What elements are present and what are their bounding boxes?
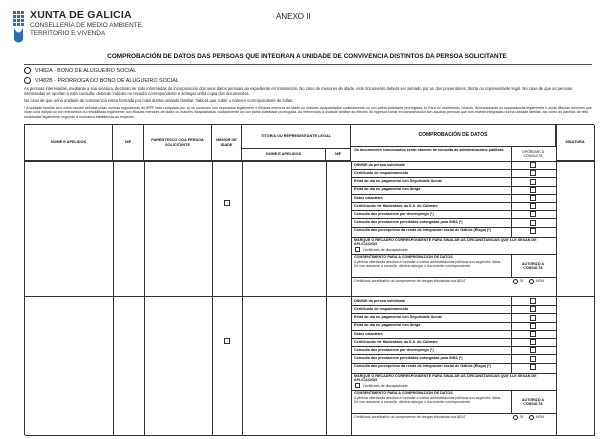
- discapacidade-label: Certificado de discapacidade: [363, 247, 408, 252]
- circumstances-header: MARQUE O RECADRO CORRESPONDENTE PARA SINALAR AS CIRCUNSTANCIAS QUE LLE SEXAN DE APLICACIÓN: [354, 374, 537, 383]
- aeat-non-label: NON: [536, 414, 544, 419]
- col-header-parentesco: PARENTESCO COA PERSOA SOLICITANTE: [144, 125, 212, 161]
- col-header-sinatura: SINATURA: [556, 125, 595, 161]
- doc-item-label: Consulta das prestacións percibidas outorgadas pola INSS (*): [354, 220, 463, 225]
- doc-item-label: Consulta das prestacións percibidas outorgadas pola INSS (*): [354, 356, 463, 361]
- row-rule: [351, 413, 556, 414]
- oponse-checkbox[interactable]: [530, 170, 536, 176]
- oponse-checkbox[interactable]: [530, 203, 536, 209]
- col-divider: [326, 161, 327, 436]
- col-header-comprobacion: COMPROBACIÓN DE DATOS: [351, 125, 556, 147]
- oponse-checkbox[interactable]: [530, 298, 536, 304]
- col-header-nif: NIF: [113, 125, 144, 161]
- aeat-si-radio[interactable]: [513, 415, 518, 420]
- info-paragraph: As persoas interesadas, mediante a súa sinatura, declaran ter sido informadas da incorporación dos seus datos persoais ao expediente en tramitación. No caso de menores de idade, este documento deberá ser asinado por un dos proxenitores, titorta ou representante legal. No caso de que as persoas interesadas se opoñan a esta consulta, deberán indicalo no recadro correspondente e achegar unha copia dos documentos.: [24, 86, 573, 97]
- oponse-checkbox[interactable]: [530, 356, 536, 362]
- doc-item-label: Consulta das percepcións da renda de integración social de Galicia (Risga) (*): [354, 228, 491, 233]
- doc-item-label: Consulta das prestacións por desemprego (*): [354, 212, 434, 216]
- oponse-checkbox[interactable]: [530, 306, 536, 312]
- oponse-checkbox[interactable]: [530, 187, 536, 193]
- oponse-checkbox[interactable]: [530, 315, 536, 321]
- oponse-checkbox[interactable]: [530, 211, 536, 217]
- title-divider: [24, 64, 592, 65]
- doc-item-label: Estar ao día no pagamento con Seguridade Social: [354, 179, 442, 184]
- annex-label: ANEXO II: [276, 12, 311, 21]
- option-vi482b[interactable]: [24, 77, 179, 84]
- col-divider: [144, 161, 145, 436]
- aeat-label: Certificado acreditativo do cumprimento de obrigas tributarias coa AEAT: [354, 279, 466, 284]
- col-divider: [212, 161, 213, 436]
- member-separator: [25, 296, 595, 297]
- radio-vi482a[interactable]: [24, 67, 31, 74]
- doc-item-label: Certificación de titularidade da D.X. do Catastro: [354, 203, 438, 208]
- consent-header: CONSENTIMENTO PARA A COMPROBACIÓN DE DATOS: [354, 255, 453, 260]
- row-rule: [25, 161, 595, 162]
- oponse-label: OPÓÑOME Á CONSULTA: [521, 150, 545, 158]
- col-header-titor-nif: NIF: [326, 149, 351, 161]
- page-title: COMPROBACIÓN DE DATOS DAS PERSOAS QUE INTEGRAN A UNIDADE DE CONVIVENCIA DISTINTOS DA PERSOA SOLICITANTE: [107, 53, 507, 60]
- option-vi482a[interactable]: [24, 67, 136, 74]
- aeat-si-radio[interactable]: [513, 279, 518, 284]
- col-divider: [242, 161, 243, 436]
- oponse-checkbox[interactable]: [530, 364, 536, 370]
- aeat-si-label: SI: [520, 414, 524, 419]
- option-vi482b-label: VI482B - PRÓRROGA DO BONO DE ALUGUEIRO SOCIAL: [35, 77, 179, 84]
- col-divider: [556, 125, 557, 436]
- consent-header: CONSENTIMENTO PARA A COMPROBACIÓN DE DATOS: [354, 391, 453, 396]
- family-unit-footnote: * A unidade familiar tal e como recolle definida polas normas reguladoras do IRPF está composta por: a) os cónxuxes non separados legalmente e fillos/as menores de idade ou maiores incapacitados xudicialmente ou con patria potestade prorrogada. b) Para no matrimonio, nfos/as, divorciados/as ou separados/as legalmente e os/as fillos/as menores que vivan co/a nai/pai ou con entrambos ou rehabilitada legalmente con fillos/as menores de idade ou maiores incapacitados xudicialmente ou con patria potestade prorrogada. As referencias á unidade familiar ao efectos do ingresos tomar en consideración son aquelas persoas que non estean integradas nunha unidade familiar, así como as parellas de feito rexistradas legalmente segundo a normativa establecida ao respecto.: [24, 106, 592, 119]
- doc-item-label: Certificado de empadroamento: [354, 171, 409, 175]
- oponse-checkbox[interactable]: [530, 195, 536, 201]
- oponse-checkbox[interactable]: [530, 323, 536, 329]
- aeat-label: Certificado acreditativo do cumprimento de obrigas tributarias coa AEAT: [354, 415, 466, 420]
- col-header-nome: NOME E APELIDOS: [25, 125, 113, 161]
- oponse-checkbox[interactable]: [530, 331, 536, 337]
- doc-item-label: Consulta das prestacións por desemprego (*): [354, 348, 434, 352]
- aeat-non-radio[interactable]: [529, 415, 534, 420]
- department-name: CONSELLERÍA DE MEDIO AMBIENTE, TERRITORIO E VIVENDA: [30, 22, 144, 37]
- oponse-checkbox[interactable]: [530, 228, 536, 234]
- docs-header-note: Os documentos relacionados serán obxecto de consulta ás administracións públicas: [354, 148, 504, 152]
- consent-text: A persoa interesada autoriza a consulta a outras administracións públicas dos seguintes datos. De non autorizar a consulta, deberá achegar o documento correspondente.: [354, 395, 502, 404]
- info-multiple-units: No caso de que unha unidade de convivencia estea formada por máis dunha unidade familiar, haberá que cubrir o número correspondente de follas.: [24, 98, 294, 103]
- doc-item-label: DNI/NIE da persoa solicitante: [354, 298, 406, 303]
- oponse-checkbox[interactable]: [530, 339, 536, 345]
- oponse-divider: [511, 161, 512, 237]
- col-header-titor: TITOR/A OU REPRESENTANTE LEGAL: [242, 125, 351, 149]
- col-header-titor-nome: NOME E APELIDOS: [242, 149, 326, 161]
- members-table: [24, 124, 594, 435]
- aeat-non-label: NON: [536, 278, 544, 283]
- doc-item-label: Datos catastrais: [354, 195, 383, 200]
- org-name: XUNTA DE GALICIA: [30, 9, 132, 21]
- doc-item-label: Certificado de empadroamento: [354, 307, 409, 311]
- row-rule: [351, 277, 556, 278]
- doc-item-label: Certificación de titularidade da D.X. do Catastro: [354, 339, 438, 344]
- menor-checkbox-2[interactable]: [224, 338, 230, 344]
- xunta-logo-icon: [12, 10, 25, 46]
- oponse-checkbox[interactable]: [530, 162, 536, 168]
- doc-item-label: Estar ao día no pagamento con Seguridade Social: [354, 315, 442, 320]
- col-divider: [113, 161, 114, 436]
- doc-item-label: Estar ao día no pagamento con Atriga: [354, 187, 421, 192]
- discapacidade-checkbox[interactable]: [355, 247, 360, 252]
- autorizo-label: AUTORIZO A CONSULTA: [521, 261, 545, 270]
- discapacidade-checkbox[interactable]: [355, 383, 360, 388]
- table-right-border: [594, 125, 595, 436]
- doc-item-label: Estar ao día no pagamento con Atriga: [354, 323, 421, 328]
- option-vi482a-label: VI482A - BONO DE ALUGUEIRO SOCIAL: [35, 67, 137, 74]
- aeat-non-radio[interactable]: [529, 279, 534, 284]
- autorizo-label: AUTORIZO A CONSULTA: [521, 397, 545, 406]
- autorizo-divider: [511, 254, 512, 277]
- oponse-checkbox[interactable]: [530, 220, 536, 226]
- oponse-divider: [511, 147, 512, 161]
- doc-item-label: Consulta das percepcións da renda de integración social de Galicia (Risga) (*): [354, 364, 491, 369]
- autorizo-divider: [511, 390, 512, 413]
- discapacidade-label: Certificado de discapacidade: [363, 383, 408, 388]
- doc-item-label: Datos catastrais: [354, 331, 383, 336]
- oponse-checkbox[interactable]: [530, 179, 536, 185]
- oponse-divider: [511, 297, 512, 373]
- aeat-si-label: SI: [520, 278, 524, 283]
- menor-checkbox-1[interactable]: [224, 200, 230, 206]
- col-header-menor: MENOR DE IDADE: [212, 125, 242, 161]
- consent-text: A persoa interesada autoriza a consulta a outras administracións públicas dos seguintes datos. De non autorizar a consulta, deberá achegar o documento correspondente.: [354, 259, 502, 268]
- table-bottom-border: [25, 435, 595, 436]
- radio-vi482b[interactable]: [24, 77, 31, 84]
- doc-item-label: DNI/NIE da persoa solicitante: [354, 162, 406, 167]
- circumstances-header: MARQUE O RECADRO CORRESPONDENTE PARA SINALAR AS CIRCUNSTANCIAS QUE LLE SEXAN DE APLICACIÓN: [354, 238, 537, 247]
- oponse-checkbox[interactable]: [530, 347, 536, 353]
